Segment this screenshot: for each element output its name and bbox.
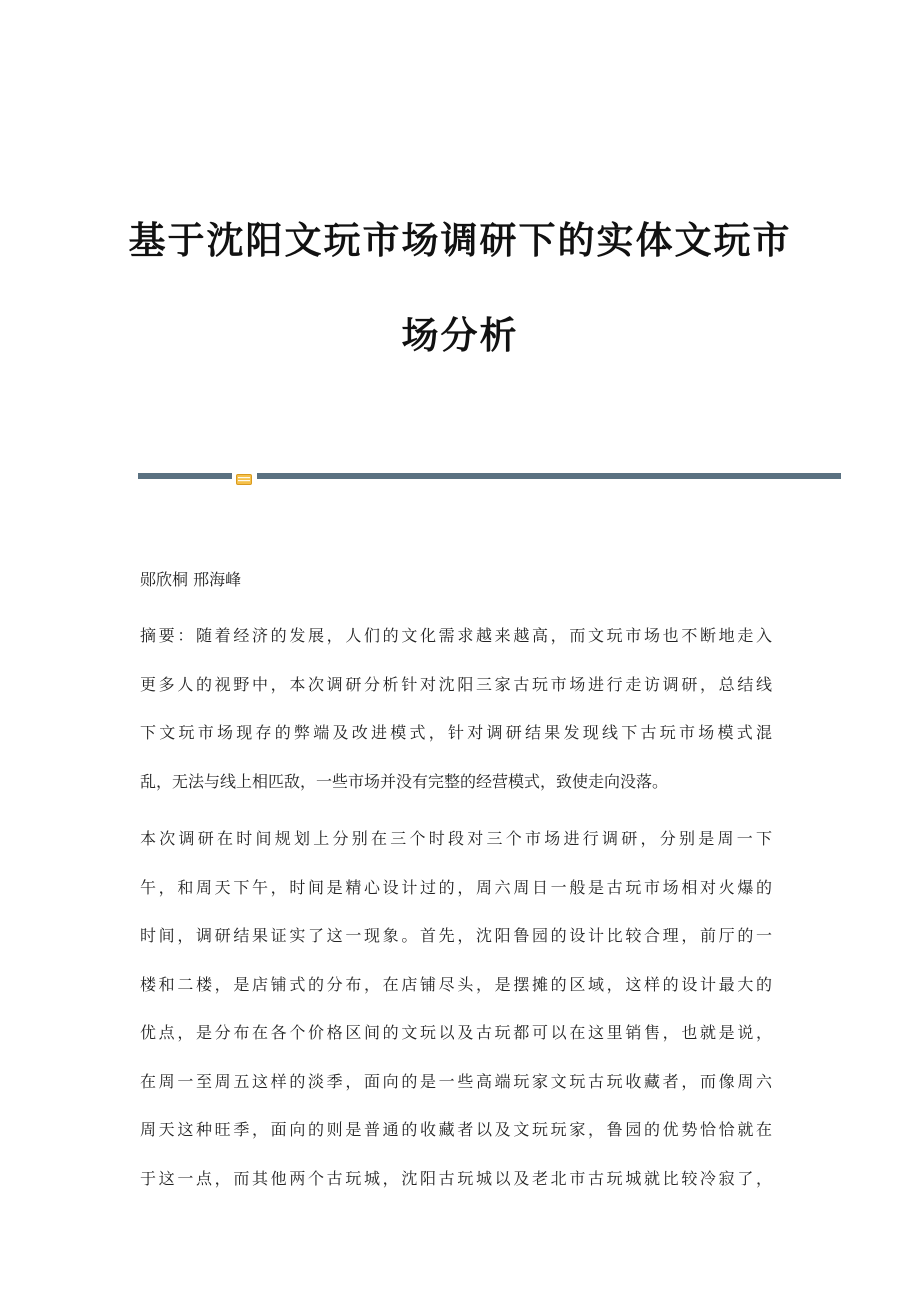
body-line: 午，和周天下午，时间是精心设计过的，周六周日一般是古玩市场相对火爆的 [140,877,772,897]
abstract-line: 乱，无法与线上相匹敌，一些市场并没有完整的经营模式，致使走向没落。 [140,771,669,791]
body-line: 周天这种旺季，面向的则是普通的收藏者以及文玩玩家，鲁园的优势恰恰就在 [140,1120,772,1139]
document-title-line-2: 场分析 [401,314,519,357]
body-line: 于这一点，而其他两个古玩城，沈阳古玩城以及老北市古玩城就比较冷寂了， [140,1168,772,1188]
body-line: 时间，调研结果证实了这一现象。首先，沈阳鲁园的设计比较合理，前厅的一 [140,926,772,945]
document-title-line-1: 基于沈阳文玩市场调研下的实体文玩市 [128,219,792,262]
divider-bar-left [138,473,232,479]
abstract-paragraph [140,612,772,806]
body-line: 楼和二楼，是店铺式的分布，在店铺尽头，是摆摊的区域，这样的设计最大的 [140,974,772,994]
title-divider [138,470,841,480]
abstract-line: 下文玩市场现存的弊端及改进模式，针对调研结果发现线下古玩市场模式混 [140,723,772,742]
authors: 郧欣桐 邢海峰 [140,570,242,589]
abstract-line: 摘要：随着经济的发展，人们的文化需求越来越高，而文玩市场也不断地走入 [140,626,772,645]
divider-bar-right [257,473,841,479]
abstract-line: 更多人的视野中，本次调研分析针对沈阳三家古玩市场进行走访调研，总结线 [140,674,772,694]
body-line: 本次调研在时间规划上分别在三个时段对三个市场进行调研，分别是周一下 [140,829,772,848]
body-paragraph [140,815,772,1203]
body-line: 在周一至周五这样的淡季，面向的是一些高端玩家文玩古玩收藏者，而像周六 [140,1071,772,1091]
book-icon [236,470,252,481]
body-line: 优点，是分布在各个价格区间的文玩以及古玩都可以在这里销售，也就是说， [140,1023,772,1042]
